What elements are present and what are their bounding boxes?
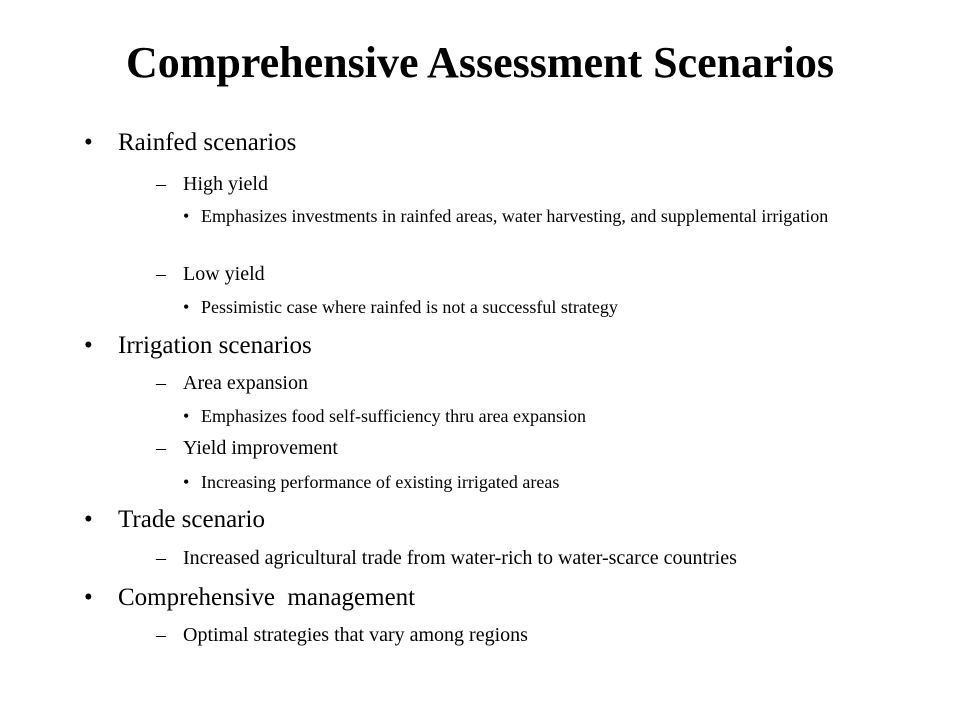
dash-marker: – [156, 263, 166, 285]
detail-text: Pessimistic case where rainfed is not a successful strategy [201, 297, 618, 317]
bullet-text: Trade scenario [118, 506, 265, 533]
detail-text: Emphasizes investments in rainfed areas, water harvesting, and supplemental irrigation [201, 206, 829, 226]
subbullet-text: Increased agricultural trade from water-rich to water-scarce countries [183, 547, 737, 569]
slide-title: Comprehensive Assessment Scenarios [125, 38, 835, 87]
bullet-text: Irrigation scenarios [118, 332, 312, 359]
bullet-text: Comprehensive management [118, 584, 416, 611]
subbullet-text: Low yield [183, 263, 265, 285]
detail-text: Emphasizes food self-sufficiency thru area expansion [201, 406, 587, 426]
subbullet-text: High yield [183, 173, 268, 195]
bullet-marker: • [183, 406, 190, 426]
bullet-marker: • [84, 332, 93, 359]
dash-marker: – [156, 173, 166, 195]
subbullet-text: Yield improvement [183, 437, 338, 459]
dash-marker: – [156, 547, 166, 569]
bullet-marker: • [84, 584, 93, 611]
bullet-marker: • [183, 472, 190, 492]
bullet-text: Rainfed scenarios [118, 129, 297, 156]
dash-marker: – [156, 624, 166, 646]
dash-marker: – [156, 437, 166, 459]
bullet-marker: • [183, 297, 190, 317]
subbullet-text: Optimal strategies that vary among regions [183, 624, 528, 646]
bullet-marker: • [84, 129, 93, 156]
bullet-marker: • [84, 506, 93, 533]
detail-text: Increasing performance of existing irrigated areas [201, 472, 560, 492]
bullet-marker: • [183, 206, 190, 226]
dash-marker: – [156, 372, 166, 394]
subbullet-text: Area expansion [183, 372, 308, 394]
